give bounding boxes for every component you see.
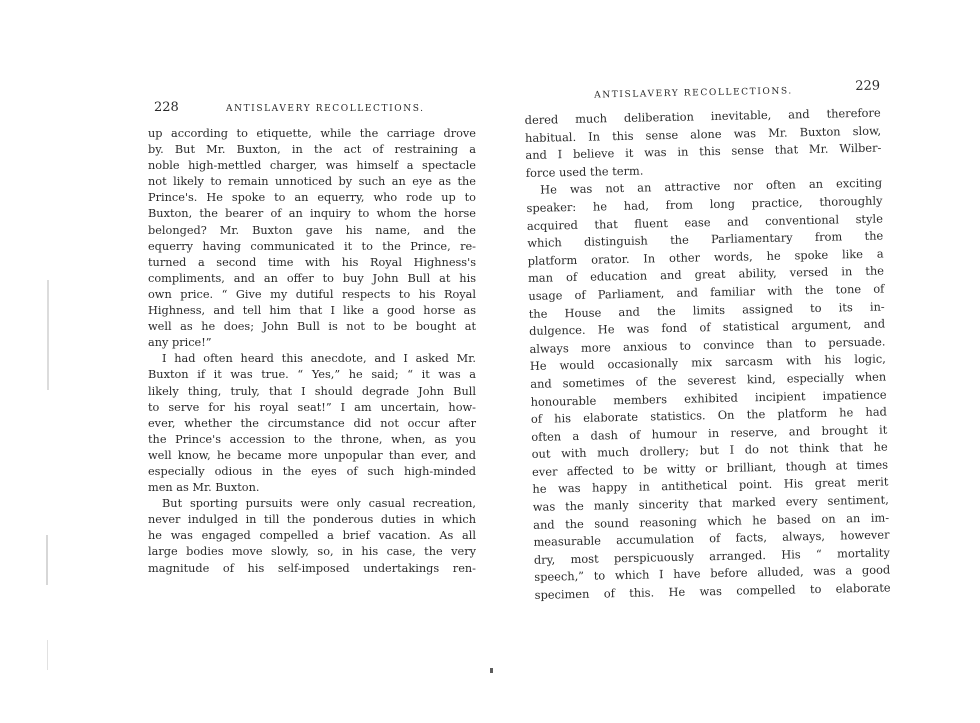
- text-line: dered much deliberation inevitable, and therefore: [524, 105, 881, 127]
- right-page: [524, 79, 891, 605]
- text-line: man of education and great ability, versed in the: [527, 263, 885, 286]
- text-line: turned a second time with his Royal Highness's: [148, 255, 476, 269]
- text-line: large bodies move slowly, so, in his case, the very: [148, 545, 476, 559]
- text-line: Highness, and tell him that I like a good horse as: [148, 304, 476, 318]
- text-line: up according to etiquette, while the carriage drove: [148, 127, 476, 140]
- text-line: which distinguish the Parliamentary from the: [527, 228, 884, 251]
- text-line: the Prince's accession to the throne, when, as you: [148, 432, 476, 446]
- left-page-number: 228: [154, 100, 179, 115]
- left-page-header: [148, 100, 476, 126]
- text-line: to serve for his royal seat!” I am uncertain, how-: [148, 400, 476, 414]
- text-line: But sporting pursuits were only casual recreation,: [162, 497, 476, 511]
- text-line: ever, whether the circumstance did not occur after: [148, 416, 476, 430]
- text-line: magnitude of his self-imposed undertakings ren-: [148, 561, 476, 575]
- text-line: dulgence. He was fond of statistical argument, and: [528, 316, 886, 339]
- text-line: equerry having communicated it to the Prince, re-: [148, 239, 476, 253]
- text-line: Buxton if it was true. “ Yes,” he said; “ it was a: [148, 368, 476, 382]
- text-line: Prince's. He spoke to an equerry, who rode up to: [148, 191, 476, 205]
- text-line: by. But Mr. Buxton, in the act of restraining a: [148, 143, 476, 157]
- text-line: and sometimes of the severest kind, especially when: [530, 369, 887, 391]
- text-line: measurable accumulation of facts, always, however: [533, 527, 890, 550]
- right-running-head: ANTISLAVERY RECOLLECTIONS.: [594, 86, 793, 101]
- text-line: habitual. In this sense alone was Mr. Buxton slow,: [524, 123, 882, 145]
- text-line: always more anxious to convince than to persuade.: [529, 334, 886, 356]
- text-line: any price!”: [148, 336, 212, 350]
- text-line: men as Mr. Buxton.: [148, 481, 260, 495]
- text-line: belonged? Mr. Buxton gave his name, and the: [148, 223, 476, 237]
- text-line: often a dash of humour in reserve, and brought it: [531, 422, 888, 444]
- text-line: ever affected to be witty or brilliant, though at times: [531, 457, 889, 479]
- text-line: never indulged in till the ponderous duties in which: [148, 513, 476, 527]
- text-line: the House and the limits assigned to its in-: [528, 299, 885, 321]
- text-line: usage of Parliament, and familiar with the tone of: [528, 281, 885, 303]
- left-page-body: [148, 126, 476, 577]
- text-line: especially odious in the eyes of such high-minded: [148, 464, 476, 478]
- text-line: dry, most perspicuously arranged. His “ mortality: [533, 545, 890, 567]
- scan-artifact: [47, 280, 49, 390]
- text-line: speech,” to which I have before alluded, was a good: [534, 562, 891, 585]
- text-line: I had often heard this anecdote, and I asked Mr.: [162, 352, 476, 366]
- scan-artifact: [46, 535, 48, 585]
- left-page: [148, 100, 476, 577]
- text-line: he was engaged compelled a brief vacation. As all: [148, 529, 476, 543]
- text-line: noble high-mettled charger, was himself a spectacle: [148, 159, 476, 173]
- text-line: He was not an attractive nor often an exciting: [540, 175, 883, 198]
- text-line: honourable members exhibited incipient impatience: [530, 386, 887, 409]
- text-line: well know, he became more unpopular than ever, and: [148, 448, 476, 462]
- text-line: and the sound reasoning which he based on an im-: [533, 510, 890, 532]
- text-line: out with much drollery; but I do not think that he: [531, 439, 888, 462]
- text-line: of his elaborate statistics. On the platform he had: [530, 404, 888, 427]
- text-line: speaker: he had, from long practice, thoroughly: [526, 193, 883, 215]
- right-page-number: 229: [855, 78, 881, 95]
- scan-artifact: [47, 640, 48, 670]
- text-line: Buxton, the bearer of an inquiry to whom the horse: [148, 207, 476, 221]
- text-line: acquired that fluent ease and conventional style: [526, 211, 883, 233]
- right-page-body: [525, 105, 891, 605]
- text-line: compliments, and an offer to buy John Bull at his: [148, 271, 476, 285]
- text-line: not likely to remain unnoticed by such an eye as the: [148, 175, 476, 189]
- left-running-head: ANTISLAVERY RECOLLECTIONS.: [226, 104, 425, 114]
- text-line: was the manly sincerity that marked every sentiment,: [532, 492, 889, 514]
- text-line: He would occasionally mix sarcasm with his logic,: [529, 351, 886, 374]
- text-line: own price. “ Give my dutiful respects to his Royal: [148, 287, 476, 301]
- text-line: platform orator. In other words, he spoke like a: [527, 246, 884, 268]
- text-line: and I believe it was in this sense that Mr. Wilber-: [525, 140, 882, 163]
- text-line: specimen of this. He was compelled to elaborate: [534, 580, 891, 602]
- text-line: well as he does; John Bull is not to be bought at: [148, 320, 476, 334]
- text-line: he was happy in antithetical point. His great merit: [532, 474, 889, 497]
- text-line: force used the term.: [525, 163, 644, 180]
- scan-artifact: [490, 668, 493, 673]
- text-line: likely thing, truly, that I should degrade John Bull: [148, 384, 476, 398]
